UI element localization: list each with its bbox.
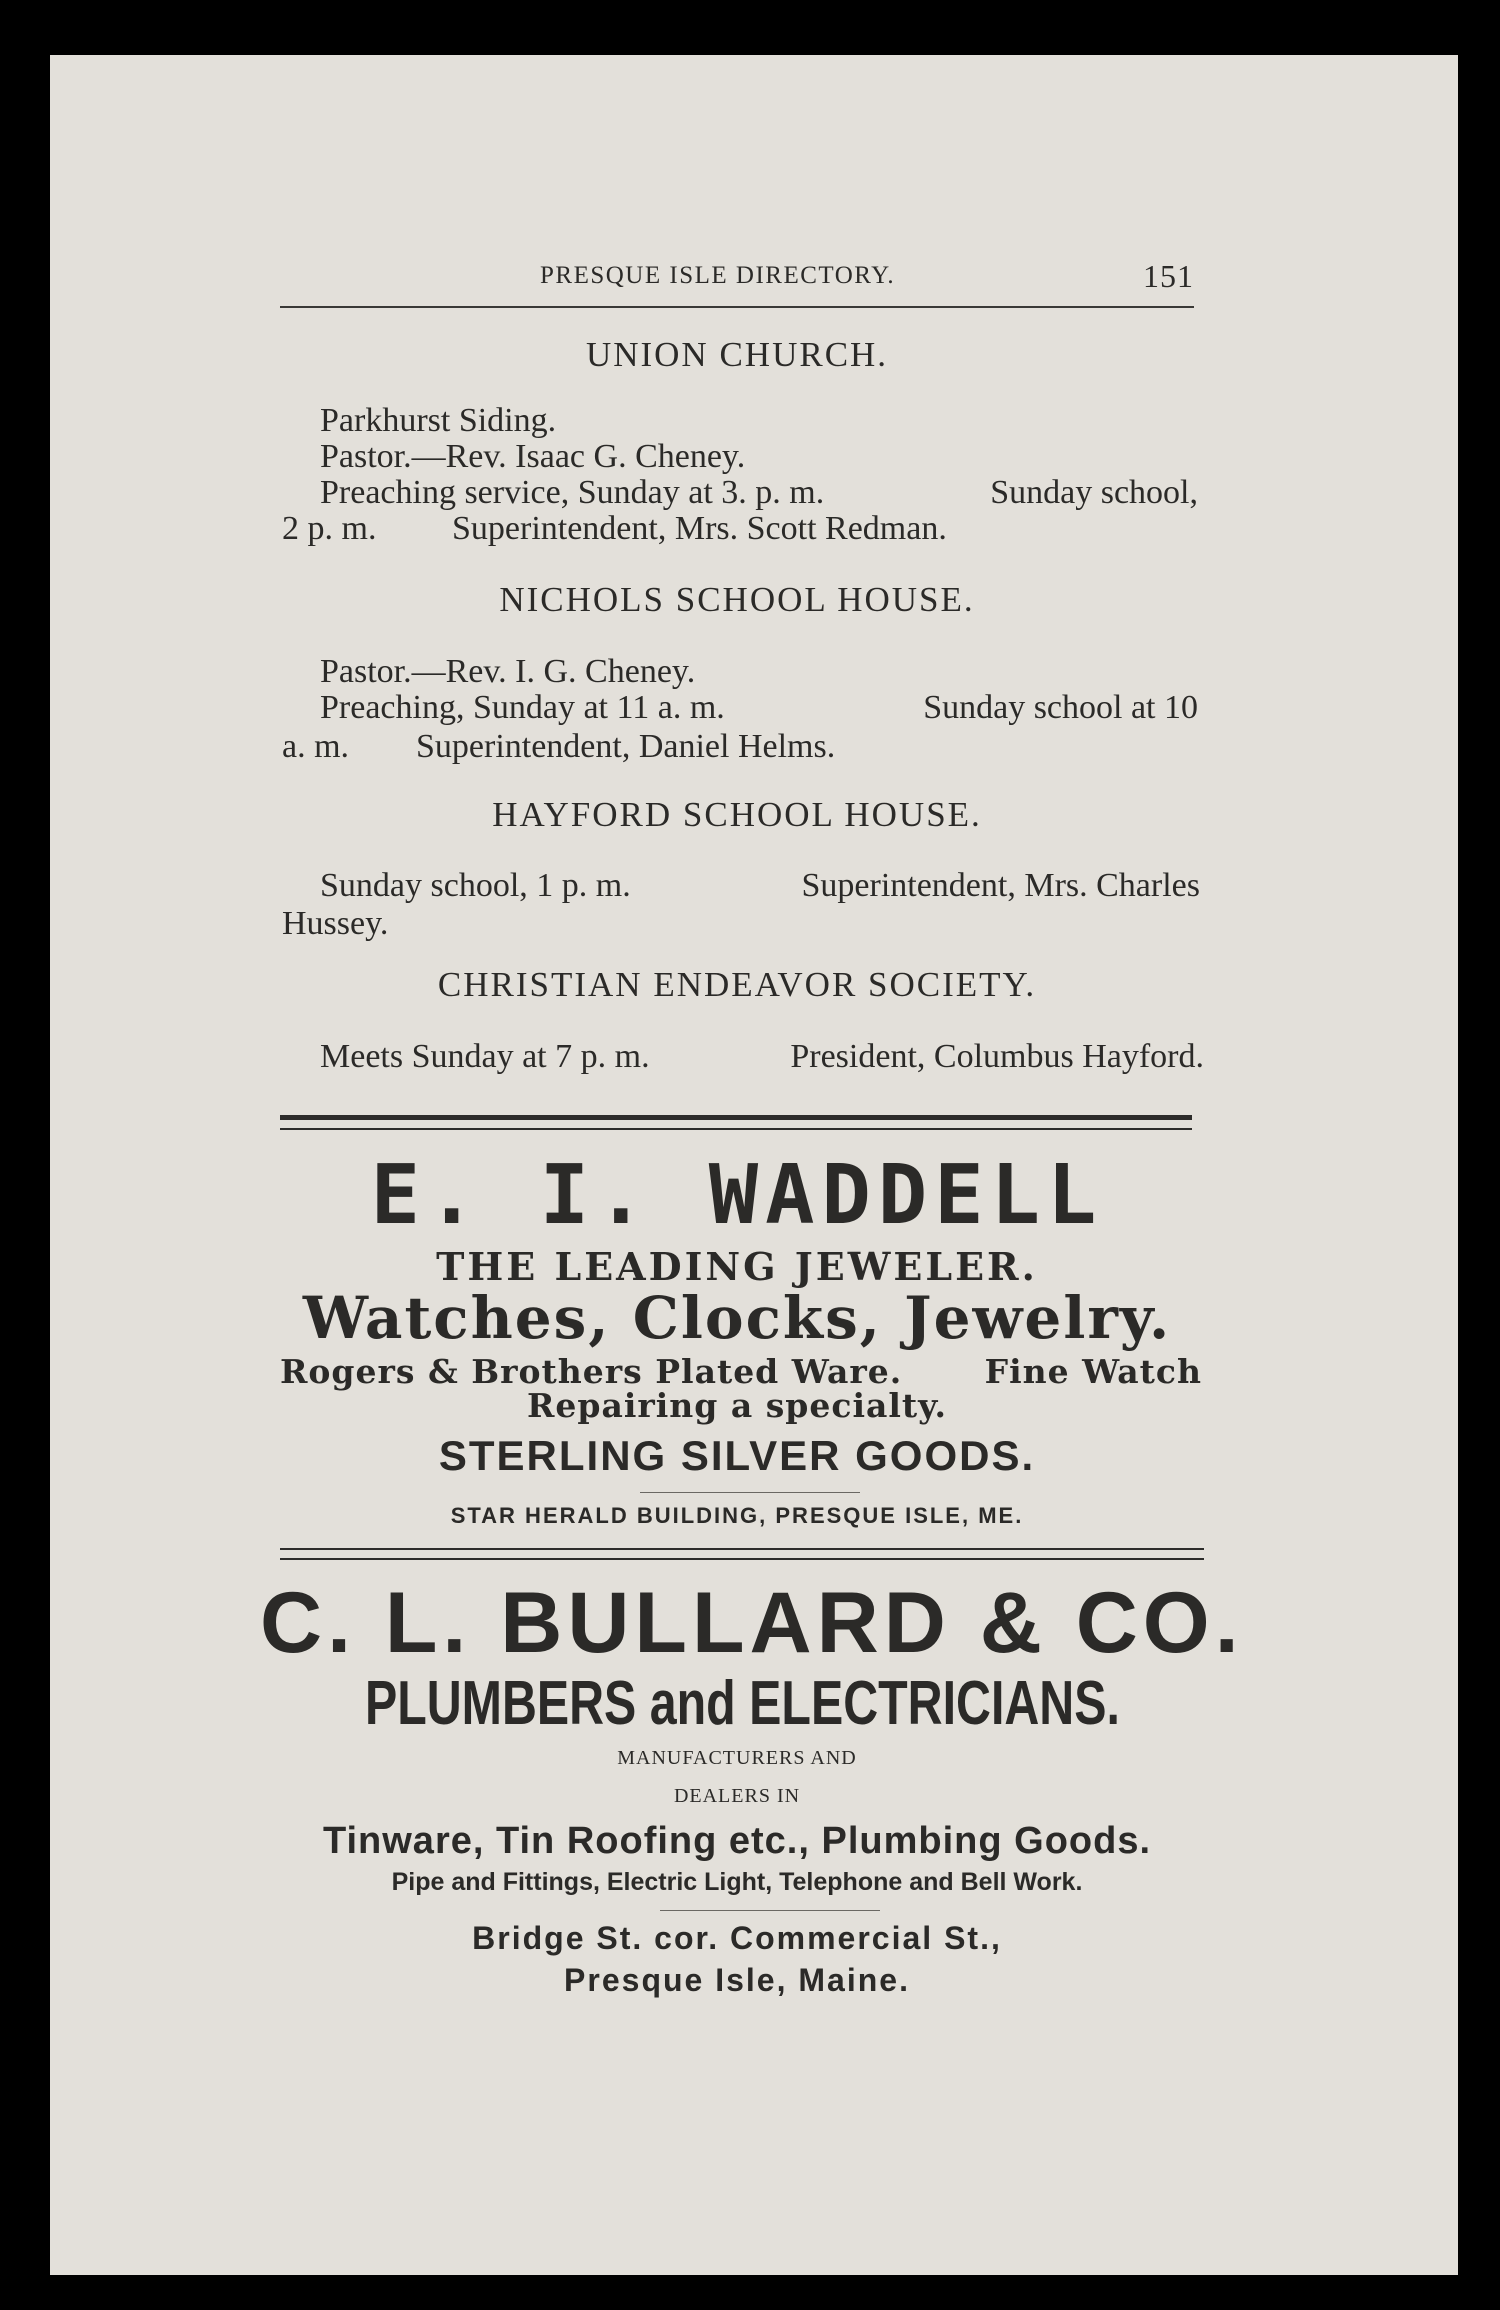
union-church-heading: UNION CHURCH. [585, 335, 889, 374]
waddell-sterling: STERLING SILVER GOODS. [438, 1432, 1036, 1479]
waddell-address: STAR HERALD BUILDING, PRESQUE ISLE, ME. [450, 1503, 1024, 1528]
nichols-heading: NICHOLS SCHOOL HOUSE. [499, 580, 975, 619]
christian-endeavor-line: President, Columbus Hayford. [790, 1038, 1204, 1075]
bullard-address: Presque Isle, Maine. [564, 1962, 910, 1998]
nichols-line: Preaching, Sunday at 11 a. m. [320, 689, 725, 726]
running-head [280, 258, 1194, 302]
hayford-line: Hussey. [282, 905, 389, 942]
hayford-heading: HAYFORD SCHOOL HOUSE. [492, 795, 982, 834]
union-church-line: Pastor.—Rev. Isaac G. Cheney. [320, 438, 746, 475]
waddell-tagline: THE LEADING JEWELER. [436, 1244, 1038, 1289]
nichols-line: Sunday school at 10 [923, 689, 1198, 726]
header-rule [280, 306, 1194, 308]
waddell-products: Watches, Clocks, Jewelry. [302, 1284, 1172, 1352]
union-church-line: Preaching service, Sunday at 3. p. m. [320, 474, 825, 511]
christian-endeavor-heading: CHRISTIAN ENDEAVOR SOCIETY. [437, 965, 1037, 1004]
hayford-line: Sunday school, 1 p. m. [320, 867, 631, 904]
hayford-line: Superintendent, Mrs. Charles [801, 867, 1200, 904]
nichols-line: a. m. [282, 728, 350, 765]
nichols-line: Superintendent, Daniel Helms. [416, 728, 836, 765]
bullard-trade: PLUMBERS and ELECTRICIANS. [364, 1669, 1120, 1738]
nichols-line: Pastor.—Rev. I. G. Cheney. [320, 653, 696, 690]
bullard-goods: Tinware, Tin Roofing etc., Plumbing Goods. [322, 1820, 1152, 1862]
ad-divider-rule [280, 1558, 1204, 1560]
ad-divider-rule [280, 1548, 1204, 1550]
waddell-line: Repairing a specialty. [526, 1386, 948, 1425]
short-rule [660, 1910, 880, 1911]
waddell-line: Fine Watch [984, 1352, 1202, 1391]
union-church-line: Sunday school, [990, 474, 1198, 511]
bullard-goods: Pipe and Fittings, Electric Light, Telephone and Bell Work. [391, 1868, 1083, 1896]
waddell-line: Rogers & Brothers Plated Ware. [280, 1352, 903, 1391]
bullard-name: C. L. BULLARD & CO. [260, 1575, 1244, 1671]
short-rule [640, 1492, 860, 1493]
page-number: 151 [1143, 258, 1194, 294]
christian-endeavor-line: Meets Sunday at 7 p. m. [320, 1038, 650, 1075]
bullard-address: Bridge St. cor. Commercial St., [472, 1920, 1002, 1956]
union-church-line: Superintendent, Mrs. Scott Redman. [452, 510, 947, 547]
ad-divider-rule [280, 1115, 1192, 1120]
union-church-line: 2 p. m. [282, 510, 377, 547]
bullard-manufacturers: MANUFACTURERS AND [617, 1747, 857, 1769]
ad-divider-rule [280, 1128, 1192, 1130]
waddell-name: E. I. WADDELL [370, 1148, 1104, 1243]
union-church-line: Parkhurst Siding. [320, 402, 557, 439]
bullard-manufacturers: DEALERS IN [673, 1785, 801, 1807]
running-title: PRESQUE ISLE DIRECTORY. [540, 262, 896, 289]
